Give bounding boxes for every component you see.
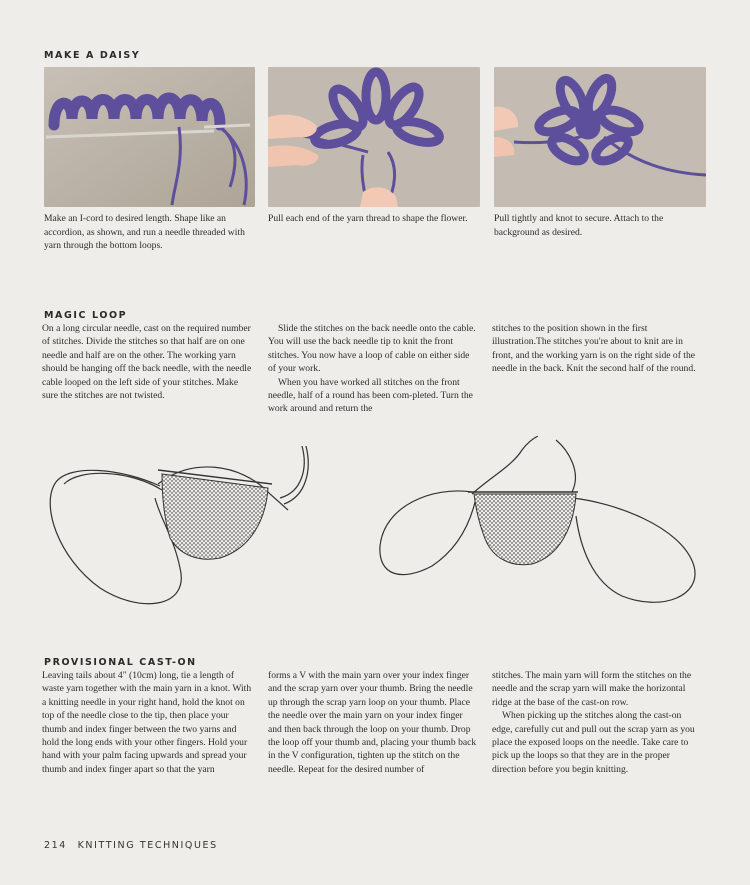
- daisy-photo-3: [494, 67, 706, 207]
- page-number: 214: [44, 840, 67, 851]
- paragraph: On a long circular needle, cast on the required number of stitches. Divide the stitches so that half are on one needle and half are on the other. The working yarn should be hanging off the back needle, with the needle cable looped on the left side of your stitches. Make sure the stitches are not twisted.: [42, 323, 252, 402]
- paragraph: stitches to the position shown in the first illustration.The stitches you're about to knit are in front, and the working yarn is on the right side of the needle in the back. Knit the second half of the round.: [492, 323, 696, 375]
- daisy-caption-1: Make an I-cord to desired length. Shape like an accordion, as shown, and run a needle threaded with yarn through the bottom loops.: [44, 213, 245, 251]
- paragraph: Slide the stitches on the back needle onto the cable. You will use the back needle tip to knit the front stitches. You now have a loop of cable on either side of your work.: [268, 323, 476, 375]
- paragraph: forms a V with the main yarn over your index finger and the scrap yarn over your thumb. Bring the needle up through the scrap yarn loop on your thumb. Place the needle over the main yarn on your index finger and then back through the loop on your thumb. Drop the loop off your thumb and, placing your thumb back in the V configuration, tighten up the stitch on the needle. Repeat for the desired number of: [268, 670, 477, 775]
- provisional-col-2: [268, 669, 478, 776]
- magic-loop-illustration-2: [372, 436, 712, 626]
- magic-loop-col-2: [268, 322, 478, 416]
- daisy-heading: MAKE A DAISY: [44, 50, 141, 61]
- magic-loop-heading: MAGIC LOOP: [44, 310, 128, 321]
- paragraph: Leaving tails about 4" (10cm) long, tie a length of waste yarn together with the main yarn in a knot. With a knitting needle in your right hand, hold the knot on top of the needle close to the tip, then place your thumb and index finger between the two yarns and hold the long ends with your other fingers. Hold your hand with your palm facing upwards and spread your thumb and index finger apart so that the yarn: [42, 670, 252, 775]
- page-footer: [44, 840, 218, 851]
- daisy-photo-2: [268, 67, 480, 207]
- provisional-heading: PROVISIONAL CAST-ON: [44, 657, 197, 668]
- paragraph: When you have worked all stitches on the front needle, half of a round has been com-pleted. Turn the work around and return the: [268, 376, 473, 415]
- magic-loop-illustration-1: [40, 438, 320, 628]
- daisy-caption-2: Pull each end of the yarn thread to shape the flower.: [268, 213, 468, 224]
- magic-loop-col-1: [42, 322, 252, 402]
- provisional-col-1: [42, 669, 252, 776]
- section-title: KNITTING TECHNIQUES: [77, 840, 218, 851]
- paragraph: When picking up the stitches along the cast-on edge, carefully cut and pull out the scrap yarn as you place the exposed loops on the needle. Take care to pick up the loops so that they are in the proper direction before you begin knitting.: [492, 710, 695, 775]
- provisional-col-3: [492, 669, 702, 776]
- paragraph: stitches. The main yarn will form the stitches on the needle and the scrap yarn will make the horizontal ridge at the base of the cast-on row.: [492, 670, 692, 708]
- daisy-caption-3: Pull tightly and knot to secure. Attach to the background as desired.: [494, 213, 664, 238]
- daisy-photo-1: [44, 67, 255, 207]
- magic-loop-col-3: [492, 322, 702, 376]
